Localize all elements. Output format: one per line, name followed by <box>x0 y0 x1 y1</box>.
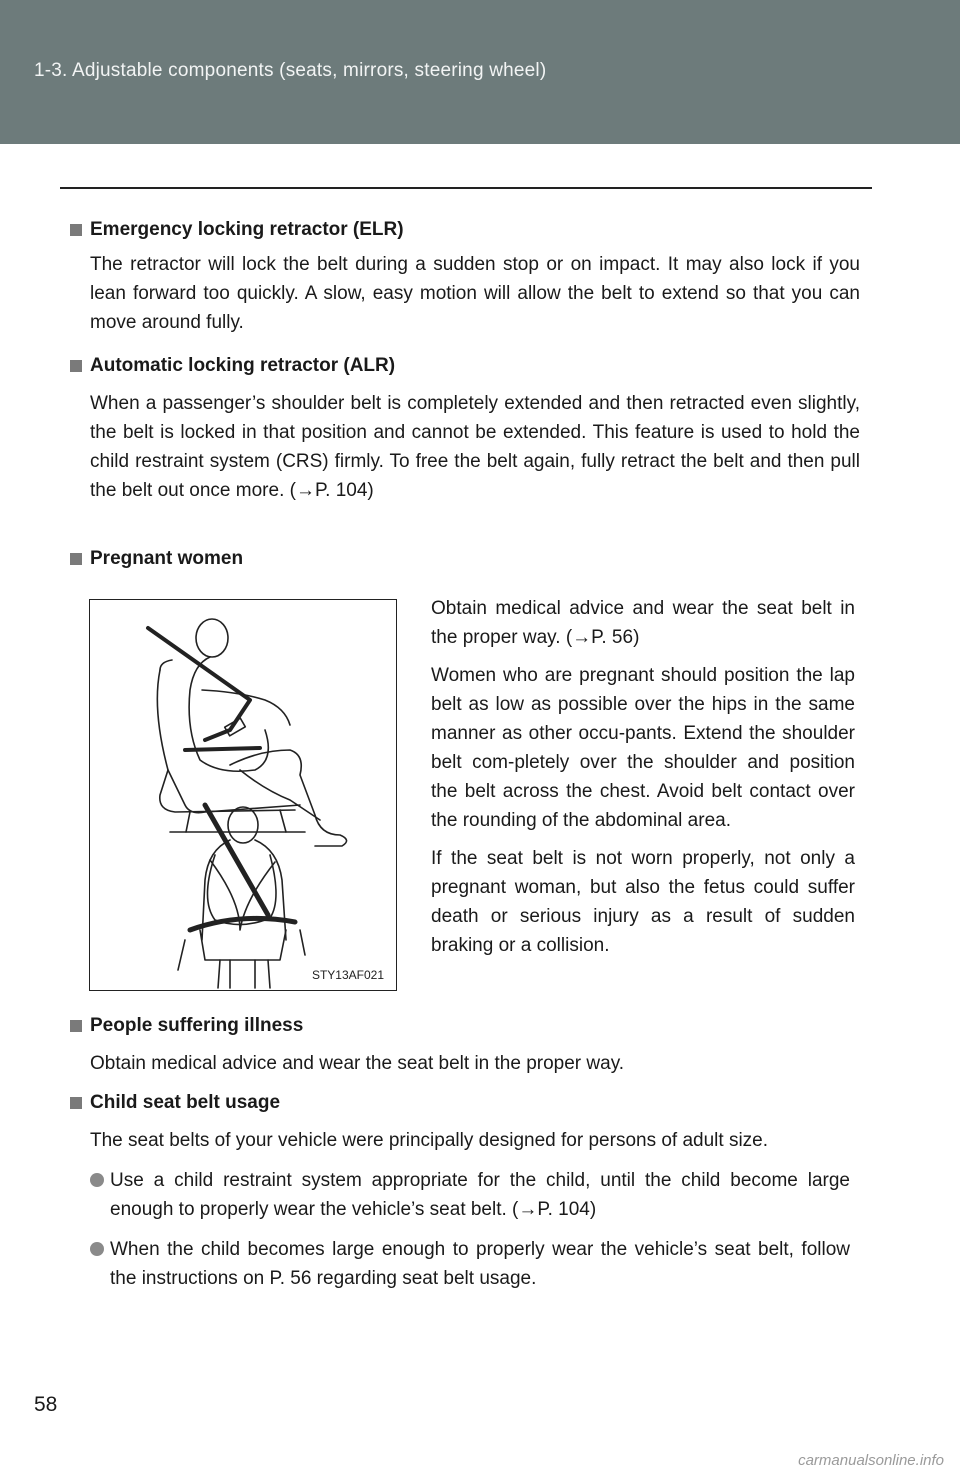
alr-heading-text: Automatic locking retractor (ALR) <box>90 355 396 376</box>
square-bullet-icon <box>70 360 82 372</box>
elr-heading <box>70 215 860 244</box>
section-title: 1-3. Adjustable components (seats, mirrors, steering wheel) <box>34 60 547 81</box>
header-rule <box>60 187 872 189</box>
alr-heading <box>70 351 860 380</box>
pregnant-para-3: If the seat belt is not worn properly, not only a pregnant woman, but also the fetus could suffer death or serious injury as a result of sudden braking or a collision. <box>431 848 855 956</box>
square-bullet-icon <box>70 224 82 236</box>
square-bullet-icon <box>70 553 82 565</box>
seatbelt-illustration <box>89 599 397 991</box>
alr-body: When a passenger’s shoulder belt is completely extended and then retracted even slightly, the belt is locked in that position and cannot be extended. This feature is used to hold the child restraint system (CRS) firmly. To free the belt again, fully retract the belt and then pull the belt out once more. (→P. 104) <box>90 393 860 501</box>
pregnant-heading-text: Pregnant women <box>90 548 244 569</box>
child-bullet-2 <box>90 1235 860 1293</box>
section-alr <box>70 351 860 505</box>
watermark: carmanualsonline.info <box>798 1452 944 1469</box>
illness-body: Obtain medical advice and wear the seat belt in the proper way. <box>90 1053 625 1074</box>
header-band <box>0 0 960 144</box>
page-number: 58 <box>34 1393 58 1416</box>
section-illness <box>70 1011 860 1078</box>
child-bullet-2-text: When the child becomes large enough to properly wear the vehicle’s seat belt, follow the instructions on P. 56 regarding seat belt usage. <box>110 1239 850 1289</box>
pregnant-para-1: Obtain medical advice and wear the seat belt in the proper way. (→P. 56) <box>431 598 855 648</box>
pregnant-text-column <box>431 594 855 969</box>
illness-heading <box>70 1011 860 1040</box>
section-pregnant <box>70 544 860 573</box>
square-bullet-icon <box>70 1097 82 1109</box>
section-child <box>70 1088 860 1293</box>
child-bullet-1 <box>90 1166 860 1224</box>
pregnant-para-2: Women who are pregnant should position the lap belt as low as possible over the hips in the same manner as other occu-pants. Extend the shoulder belt com-pletely over the shoulder and position the belt across the chest. Avoid belt contact over the rounding of the abdominal area. <box>431 665 855 831</box>
section-elr <box>70 215 860 337</box>
elr-heading-text: Emergency locking retractor (ELR) <box>90 219 404 240</box>
seated-pregnant-woman-icon <box>90 600 395 989</box>
round-bullet-icon <box>90 1173 104 1187</box>
child-heading-text: Child seat belt usage <box>90 1092 281 1113</box>
illness-heading-text: People suffering illness <box>90 1015 304 1036</box>
square-bullet-icon <box>70 1020 82 1032</box>
elr-body: The retractor will lock the belt during a sudden stop or on impact. It may also lock if you lean forward too quickly. A slow, easy motion will allow the belt to extend so that you can move around fully. <box>90 254 860 333</box>
child-body: The seat belts of your vehicle were principally designed for persons of adult size. <box>90 1130 769 1151</box>
child-bullet-1-text: Use a child restraint system appropriate for the child, until the child become large enough to properly wear the vehicle’s seat belt. (→P. 104) <box>110 1170 850 1220</box>
figure-code: STY13AF021 <box>311 968 384 982</box>
pregnant-heading <box>70 544 860 573</box>
round-bullet-icon <box>90 1242 104 1256</box>
child-heading <box>70 1088 860 1117</box>
